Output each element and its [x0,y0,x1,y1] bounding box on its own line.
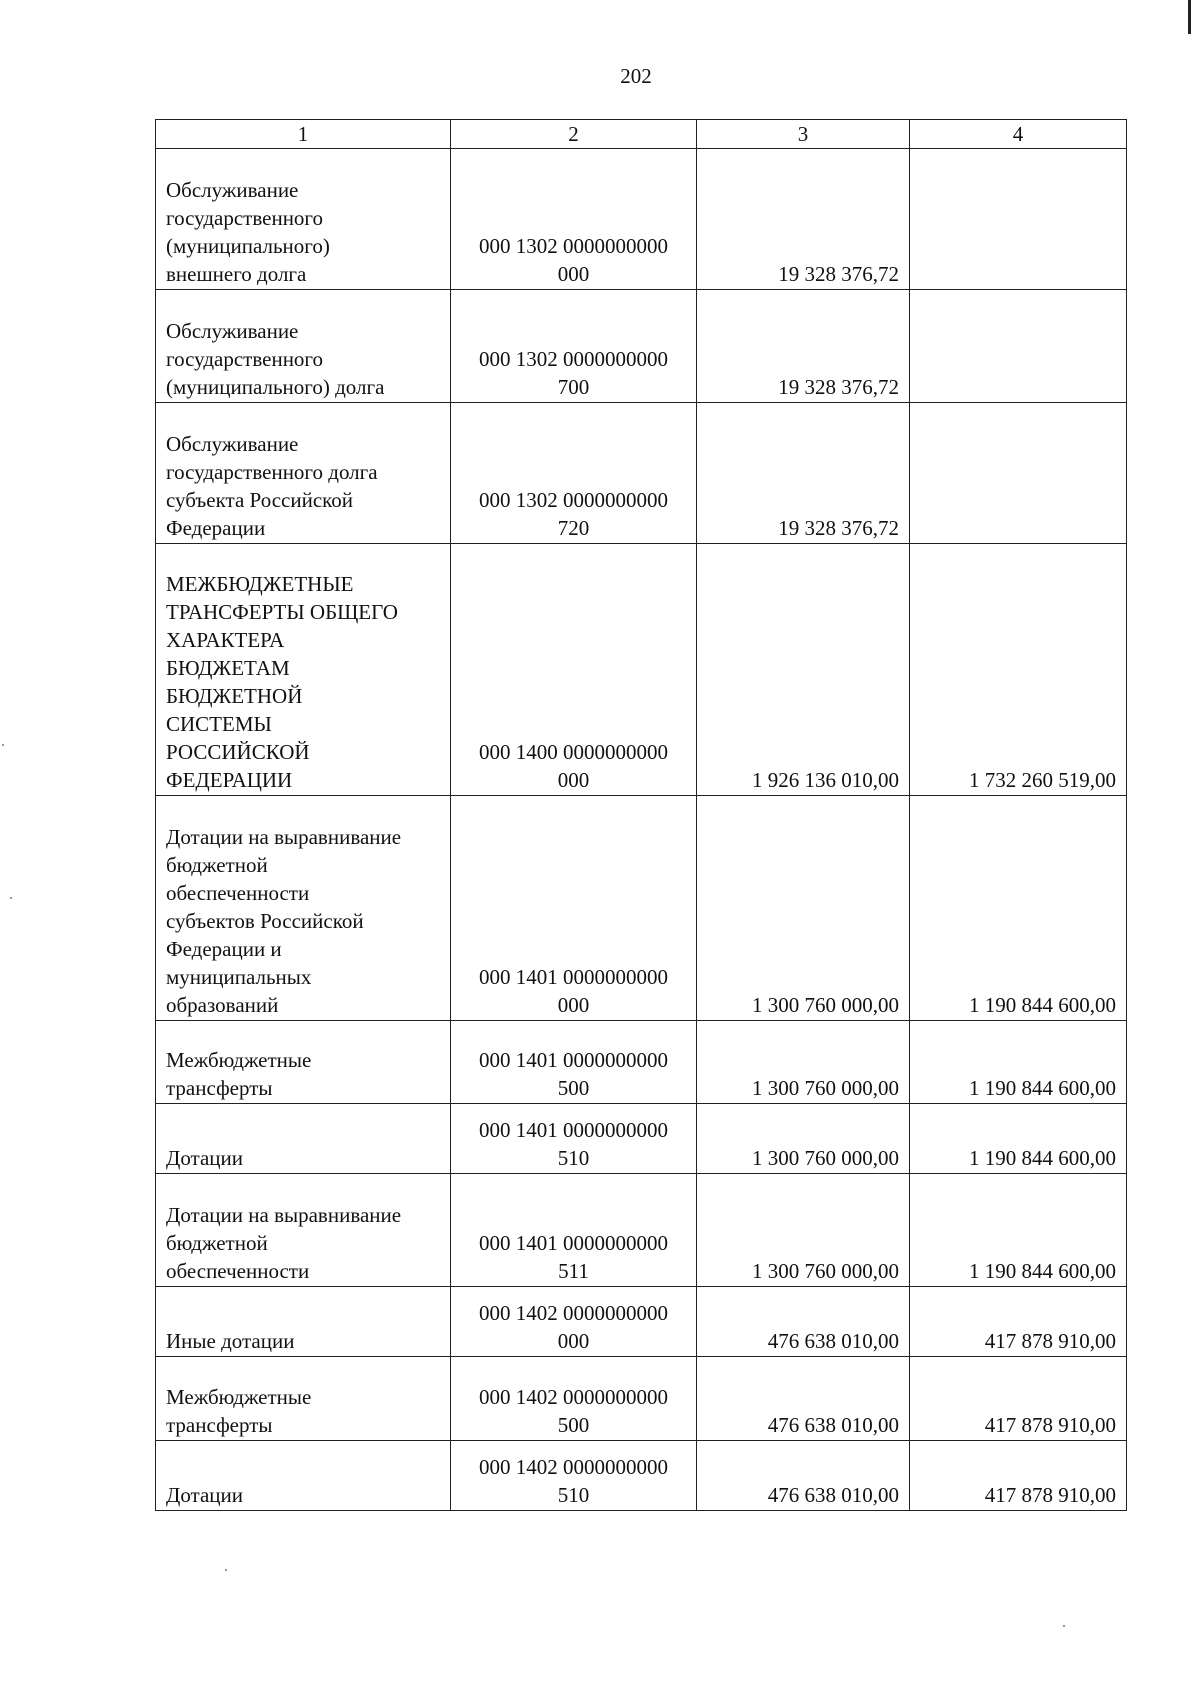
row-code: 000 1401 0000000000 500 [451,1021,697,1104]
page-number: 202 [620,64,652,88]
row-col3-value: 1 300 760 000,00 [697,796,910,1021]
row-name: Дотации [156,1441,451,1511]
row-col3-value: 1 300 760 000,00 [697,1174,910,1287]
row-col4-value: 417 878 910,00 [910,1441,1127,1511]
budget-table [155,119,1127,1511]
row-code: 000 1302 0000000000 700 [451,290,697,403]
row-col4-value: 417 878 910,00 [910,1287,1127,1357]
row-code: 000 1401 0000000000 000 [451,796,697,1021]
table-row [156,544,1127,796]
row-code: 000 1400 0000000000 000 [451,544,697,796]
row-name: Обслуживание государственного (муниципального) долга [156,290,451,403]
header-col-2: 2 [451,120,697,149]
table-header [156,120,1127,149]
row-name: Обслуживание государственного долга субъекта Российской Федерации [156,403,451,544]
row-col4-value: 1 190 844 600,00 [910,796,1127,1021]
row-col4-value [910,149,1127,290]
row-name: Иные дотации [156,1287,451,1357]
scan-speck [2,744,4,746]
row-col4-value: 1 190 844 600,00 [910,1104,1127,1174]
row-col4-value: 1 190 844 600,00 [910,1021,1127,1104]
table-body [156,149,1127,1511]
scan-speck [225,1569,227,1571]
scan-speck [1063,1625,1065,1627]
row-code: 000 1402 0000000000 510 [451,1441,697,1511]
row-col3-value: 476 638 010,00 [697,1357,910,1441]
row-col4-value [910,290,1127,403]
row-name: Дотации на выравнивание бюджетной обеспеченности [156,1174,451,1287]
table-row [156,1287,1127,1357]
table-row [156,149,1127,290]
row-col3-value: 19 328 376,72 [697,149,910,290]
row-code: 000 1402 0000000000 500 [451,1357,697,1441]
row-col3-value: 1 300 760 000,00 [697,1021,910,1104]
row-code: 000 1401 0000000000 511 [451,1174,697,1287]
row-col4-value: 417 878 910,00 [910,1357,1127,1441]
row-code: 000 1402 0000000000 000 [451,1287,697,1357]
table-row [156,1104,1127,1174]
header-col-3: 3 [697,120,910,149]
row-code: 000 1302 0000000000 720 [451,403,697,544]
row-name: Дотации [156,1104,451,1174]
row-name: Дотации на выравнивание бюджетной обеспеченности субъектов Российской Федерации и муниципальных образований [156,796,451,1021]
row-col3-value: 19 328 376,72 [697,403,910,544]
row-col3-value: 1 926 136 010,00 [697,544,910,796]
row-code: 000 1302 0000000000 000 [451,149,697,290]
row-name: Обслуживание государственного (муниципального) внешнего долга [156,149,451,290]
row-col3-value: 476 638 010,00 [697,1287,910,1357]
table-row [156,1174,1127,1287]
scan-speck [10,897,12,899]
table-row [156,796,1127,1021]
row-col3-value: 1 300 760 000,00 [697,1104,910,1174]
header-row [156,120,1127,149]
row-col3-value: 19 328 376,72 [697,290,910,403]
row-col3-value: 476 638 010,00 [697,1441,910,1511]
table-row [156,1441,1127,1511]
table-row [156,403,1127,544]
row-col4-value: 1 732 260 519,00 [910,544,1127,796]
table-row [156,290,1127,403]
row-col4-value: 1 190 844 600,00 [910,1174,1127,1287]
header-col-1: 1 [156,120,451,149]
table-row [156,1021,1127,1104]
scan-edge-mark [1188,0,1191,34]
row-name: МЕЖБЮДЖЕТНЫЕ ТРАНСФЕРТЫ ОБЩЕГО ХАРАКТЕРА БЮДЖЕТАМ БЮДЖЕТНОЙ СИСТЕМЫ РОССИЙСКОЙ ФЕДЕРАЦИИ [156,544,451,796]
row-col4-value [910,403,1127,544]
table-row [156,1357,1127,1441]
row-name: Межбюджетные трансферты [156,1021,451,1104]
header-col-4: 4 [910,120,1127,149]
row-code: 000 1401 0000000000 510 [451,1104,697,1174]
row-name: Межбюджетные трансферты [156,1357,451,1441]
